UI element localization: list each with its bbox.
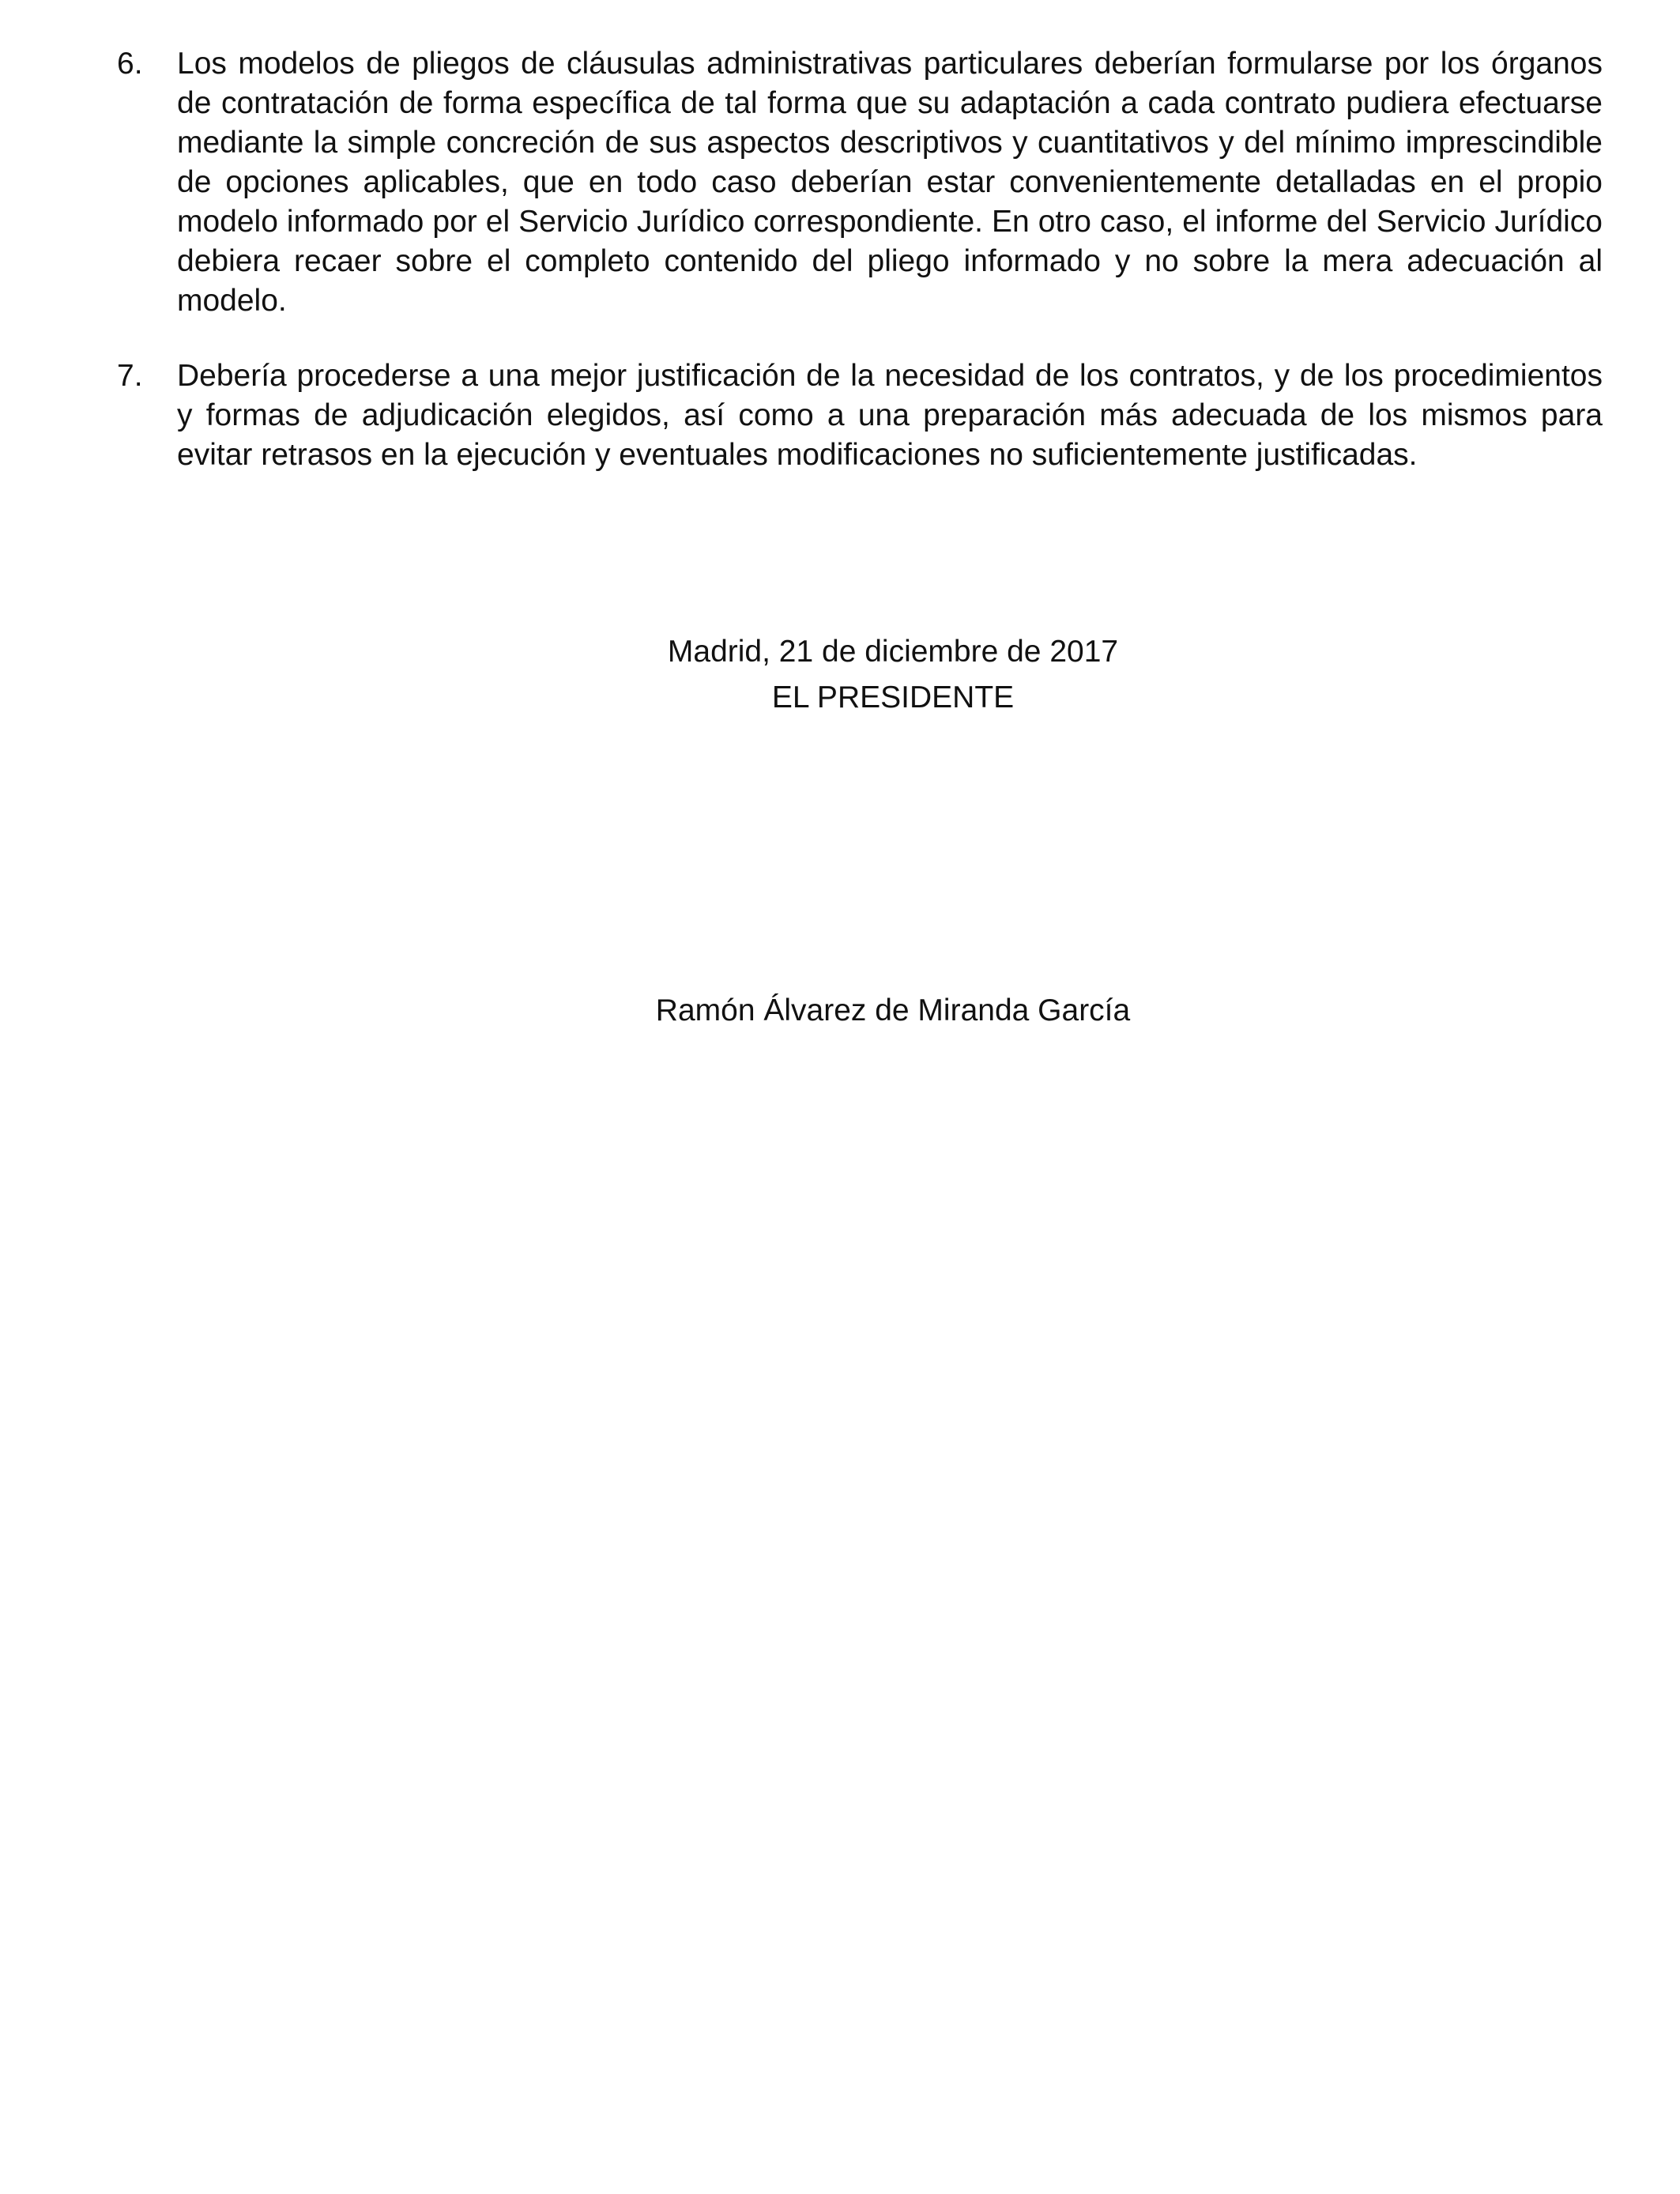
signatory-name: Ramón Álvarez de Miranda García (655, 993, 1131, 1027)
recommendation-item-7 (117, 356, 1603, 475)
signature-place-date: Madrid, 21 de diciembre de 2017 (667, 635, 1119, 669)
item-text: Los modelos de pliegos de cláusulas administrativas particulares deberían formularse por los órganos de contratación de forma específica de tal forma que su adaptación a cada contrato pudiera efectuarse mediante la simple concreción de sus aspectos descriptivos y cuantitativos y del mínimo imprescindible de opciones aplicables, que en todo caso deberían estar convenientemente detalladas en el propio modelo informado por el Servicio Jurídico correspondiente. En otro caso, el informe del Servicio Jurídico debiera recaer sobre el completo contenido del pliego informado y no sobre la mera adecuación al modelo. (177, 47, 1603, 318)
signature-role: EL PRESIDENTE (771, 680, 1015, 714)
item-number: 6. (117, 47, 143, 81)
item-text: Debería procederse a una mejor justificación de la necesidad de los contratos, y de los procedimientos y formas de adjudicación elegidos, así como a una preparación más adecuada de los mismos para evitar retrasos en la ejecución y eventuales modificaciones no suficientemente justificadas. (177, 359, 1603, 472)
item-number: 7. (117, 359, 143, 393)
recommendation-item-6 (117, 44, 1603, 321)
